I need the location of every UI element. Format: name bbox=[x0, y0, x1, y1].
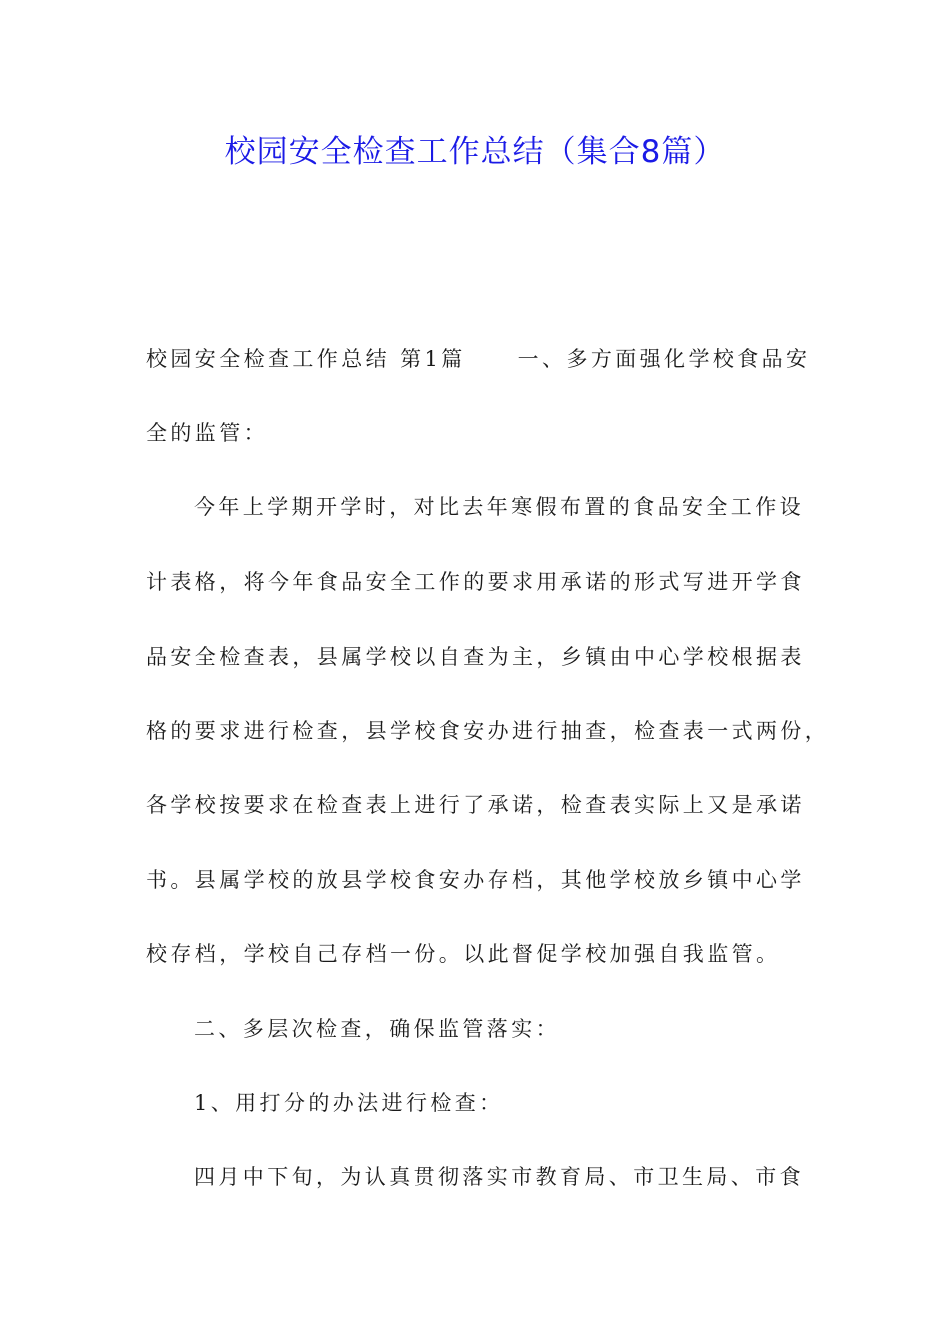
paragraph-line-1 bbox=[146, 344, 810, 374]
paragraph-line-4: 计表格，将今年食品安全工作的要求用承诺的形式写进开学食 bbox=[146, 570, 805, 594]
paragraph-line-8: 书。县属学校的放县学校食安办存档，其他学校放乡镇中心学 bbox=[146, 868, 805, 892]
paragraph-line-9: 校存档，学校自己存档一份。以此督促学校加强自我监管。 bbox=[146, 942, 781, 966]
paragraph-line-12: 四月中下旬，为认真贯彻落实市教育局、市卫生局、市食 bbox=[194, 1165, 804, 1189]
paragraph-line-2: 全的监管： bbox=[146, 421, 268, 445]
paragraph-line-3: 今年上学期开学时，对比去年寒假布置的食品安全工作设 bbox=[194, 495, 804, 519]
paragraph-line-6: 格的要求进行检查，县学校食安办进行抽查，检查表一式两份， bbox=[146, 719, 830, 743]
paragraph-line-7: 各学校按要求在检查表上进行了承诺，检查表实际上又是承诺 bbox=[146, 793, 805, 817]
document-title: 校园安全检查工作总结（集合8篇） bbox=[224, 134, 726, 170]
paragraph-line-5: 品安全检查表，县属学校以自查为主，乡镇由中心学校根据表 bbox=[146, 645, 805, 669]
paragraph-line-10: 二、多层次检查，确保监管落实： bbox=[194, 1017, 560, 1041]
section-heading: 校园安全检查工作总结 第1篇 bbox=[146, 347, 466, 371]
paragraph-line-11: 1、用打分的办法进行检查： bbox=[194, 1091, 504, 1115]
subsection-heading: 一、多方面强化学校食品安 bbox=[517, 347, 811, 371]
